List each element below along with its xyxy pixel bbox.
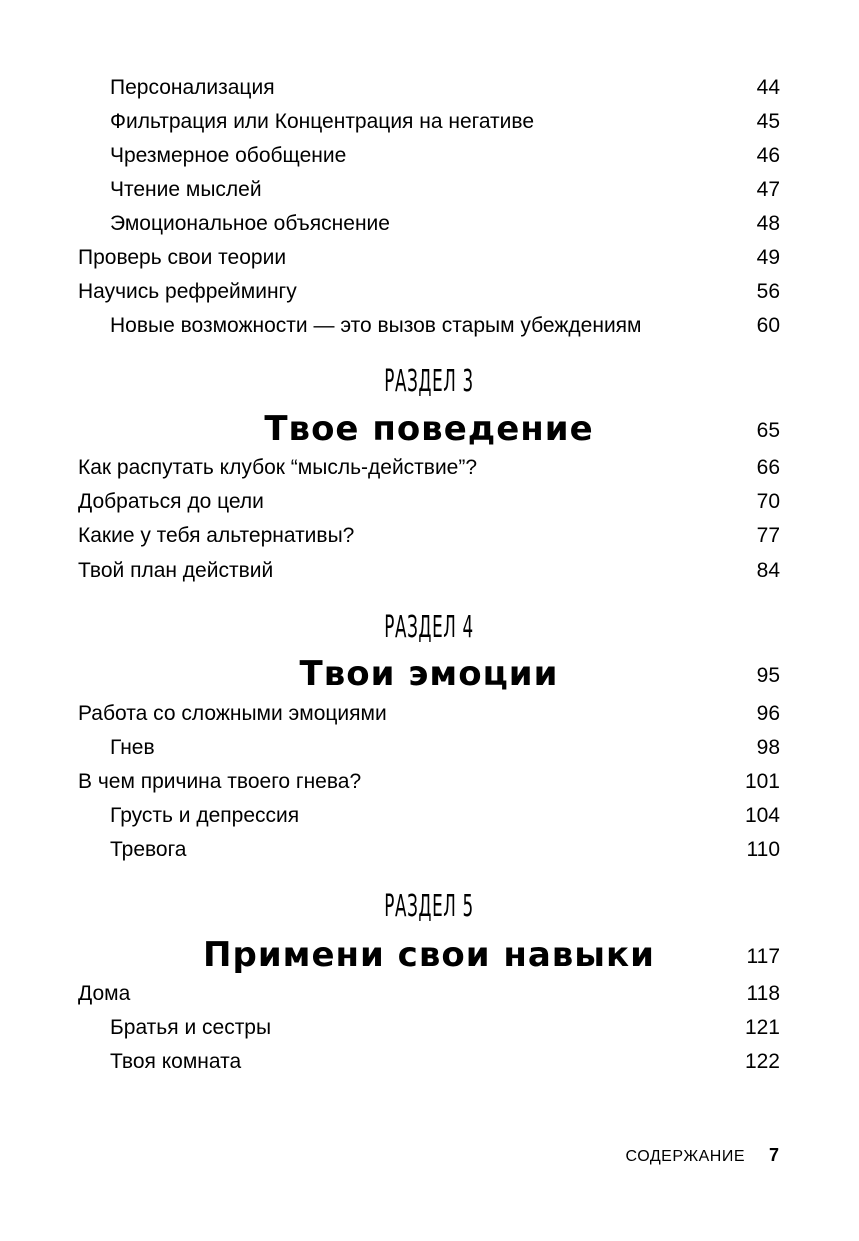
toc-entry-page: 118 <box>746 982 780 1005</box>
section-page: 65 <box>756 419 780 442</box>
toc-entry <box>78 519 780 553</box>
page-footer <box>626 1140 779 1172</box>
section-heading <box>78 651 780 697</box>
toc-entry-page: 96 <box>756 702 780 725</box>
toc-entry-title: Персонализация <box>110 76 275 99</box>
toc-entry-page: 101 <box>744 770 780 793</box>
toc-entry <box>78 554 780 588</box>
toc-entry-page: 45 <box>756 110 780 133</box>
toc-entry-page: 84 <box>756 559 780 582</box>
toc-entry-title: Твой план действий <box>78 559 274 582</box>
toc-entry-page: 47 <box>756 178 780 201</box>
toc-entry <box>78 207 780 241</box>
toc-entry <box>78 731 780 765</box>
toc-entry <box>78 173 780 207</box>
toc-entry <box>78 71 780 105</box>
toc-entry-page: 44 <box>756 76 780 99</box>
section-title: Примени свои навыки <box>203 935 655 975</box>
toc-entry <box>78 765 780 799</box>
section-label: РАЗДЕЛ 4 <box>384 610 474 645</box>
page-number: 7 <box>768 1145 779 1165</box>
toc-entry-page: 46 <box>756 144 780 167</box>
running-footer-label: СОДЕРЖАНИЕ <box>625 1148 745 1165</box>
toc-entry <box>78 241 780 275</box>
toc-entry <box>78 1011 780 1045</box>
toc-entry <box>78 139 780 173</box>
toc-entry <box>78 977 780 1011</box>
toc-entry-title: Добраться до цели <box>78 490 264 513</box>
section-label: РАЗДЕЛ 3 <box>384 364 474 399</box>
section-page: 117 <box>746 945 780 968</box>
section-heading <box>78 932 780 978</box>
toc-entry <box>78 451 780 485</box>
toc-entry <box>78 105 780 139</box>
toc-entry-page: 70 <box>756 490 780 513</box>
toc-entry <box>78 1045 780 1079</box>
toc-entry-title: Эмоциональное объяснение <box>110 212 390 235</box>
toc-entry-title: Братья и сестры <box>110 1016 272 1039</box>
toc-entry-title: В чем причина твоего гнева? <box>78 770 362 793</box>
toc-entry-title: Тревога <box>110 838 187 861</box>
toc-entry-title: Гнев <box>110 736 155 759</box>
toc-entry <box>78 309 780 343</box>
toc-entry-title: Проверь свои теории <box>78 246 287 269</box>
toc-entry-title: Чрезмерное обобщение <box>110 144 347 167</box>
toc-entry-title: Дома <box>78 982 131 1005</box>
toc-entry-title: Чтение мыслей <box>110 178 262 201</box>
section-label: РАЗДЕЛ 5 <box>384 889 474 924</box>
toc-entry-title: Научись рефреймингу <box>78 280 297 303</box>
toc-entry <box>78 833 780 867</box>
toc-entry-page: 77 <box>756 524 780 547</box>
section-page: 95 <box>756 664 780 687</box>
toc-entry-title: Новые возможности — это вызов старым убеждениям <box>110 314 642 337</box>
toc-entry-title: Фильтрация или Концентрация на негативе <box>110 110 535 133</box>
section-title: Твои эмоции <box>299 654 559 694</box>
toc-entry-page: 104 <box>744 804 780 827</box>
toc-entry <box>78 799 780 833</box>
toc-entry-page: 56 <box>756 280 780 303</box>
toc-entry <box>78 275 780 309</box>
toc-entry-page: 121 <box>744 1016 780 1039</box>
toc-entry <box>78 485 780 519</box>
section-heading <box>78 406 780 452</box>
toc-entry-title: Грусть и депрессия <box>110 804 300 827</box>
toc-entry-page: 49 <box>756 246 780 269</box>
toc-entry-title: Какие у тебя альтернативы? <box>78 524 355 547</box>
toc-entry-page: 98 <box>756 736 780 759</box>
toc-entry-title: Как распутать клубок “мысль-действие”? <box>78 456 478 479</box>
toc-entry-title: Твоя комната <box>110 1050 242 1073</box>
toc-entry-page: 60 <box>756 314 780 337</box>
toc-entry-page: 110 <box>746 838 780 861</box>
toc-entry-title: Работа со сложными эмоциями <box>78 702 387 725</box>
toc-entry <box>78 697 780 731</box>
section-title: Твое поведение <box>264 409 594 449</box>
toc-entry-page: 66 <box>756 456 780 479</box>
toc-entry-page: 122 <box>744 1050 780 1073</box>
toc-entry-page: 48 <box>756 212 780 235</box>
